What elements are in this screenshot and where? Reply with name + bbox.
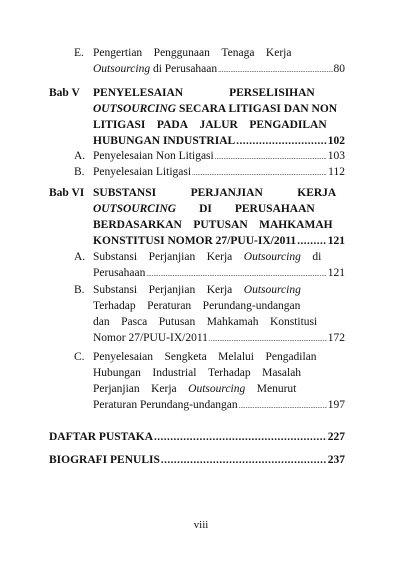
chapter-label: Bab V: [49, 87, 80, 99]
dot-leader: [161, 452, 327, 468]
page-number: 172: [327, 332, 345, 344]
entry-label: B.: [74, 166, 85, 178]
chapter-last-line: HUBUNGAN INDUSTRIAL ..... 102: [93, 133, 345, 149]
entry-label: B.: [74, 284, 85, 296]
entry-label: A.: [74, 251, 86, 263]
entry-line: Perjanjian Kerja Outsourcing Menurut: [93, 383, 297, 395]
chapter-line: LITIGASI PADA JALUR PENGADILAN: [93, 119, 327, 131]
entry-label: C.: [74, 351, 85, 363]
chapter-line: PENYELESAIAN PERSELISIHAN: [93, 87, 315, 99]
page-number: 112: [328, 166, 345, 178]
chapter-last-line: DAFTAR PUSTAKA ..... 227: [49, 429, 345, 445]
dot-leader: [297, 233, 327, 249]
page-number: 227: [327, 431, 345, 443]
chapter-last-line: KONSTITUSI NOMOR 27/PUU-IX/2011 ..... 121: [93, 233, 345, 249]
entry-line: Penyelesaian Sengketa Melalui Pengadilan: [93, 351, 317, 363]
entry-line: Substansi Perjanjian Kerja Outsourcing di: [93, 251, 322, 263]
chapter-label: Bab VI: [49, 187, 85, 199]
entry-label: A.: [74, 150, 86, 162]
dot-leader: [209, 330, 327, 347]
entry-label: E.: [74, 47, 84, 59]
dot-leader: [218, 61, 332, 78]
page-number: 197: [327, 399, 345, 411]
chapter-line: BERDASARKAN PUTUSAN MAHKAMAH: [93, 219, 333, 231]
page-number: 121: [327, 267, 345, 279]
page-number: 121: [327, 235, 345, 247]
entry-line: Hubungan Industrial Terhadap Masalah: [93, 367, 302, 379]
page-number: 103: [327, 150, 345, 162]
entry-last-line: Nomor 27/PUU-IX/2011 ..... 172: [93, 330, 345, 347]
dot-leader: [215, 148, 327, 165]
page-footer-number: viii: [193, 519, 209, 531]
dot-leader: [239, 397, 327, 414]
entry-line: dan Pasca Putusan Mahkamah Konstitusi: [93, 316, 318, 328]
page-number: 237: [327, 454, 345, 466]
dot-leader: [146, 265, 326, 282]
entry-last-line: Penyelesaian Litigasi ..... 112: [93, 164, 345, 181]
chapter-line: OUTSOURCING DI PERUSAHAAN: [93, 203, 315, 215]
page-number: 102: [327, 135, 345, 147]
entry-line: Terhadap Peraturan Perundang-undangan: [93, 300, 301, 312]
dot-leader: [236, 133, 327, 149]
entry-last-line: Peraturan Perundang-undangan ..... 197: [93, 397, 345, 414]
page-number: 80: [333, 63, 345, 75]
chapter-line: OUTSOURCING SECARA LITIGASI DAN NON: [93, 103, 338, 115]
entry-line: Substansi Perjanjian Kerja Outsourcing: [93, 284, 301, 296]
dot-leader: [154, 429, 327, 445]
entry-last-line: Perusahaan ..... 121: [93, 265, 345, 282]
chapter-last-line: BIOGRAFI PENULIS ..... 237: [49, 452, 345, 468]
entry-line: Pengertian Penggunaan Tenaga Kerja: [93, 47, 292, 59]
entry-last-line: Outsourcing di Perusahaan ..... 80: [93, 61, 345, 78]
entry-last-line: Penyelesaian Non Litigasi ..... 103: [93, 148, 345, 165]
dot-leader: [192, 164, 327, 181]
chapter-line: SUBSTANSI PERJANJIAN KERJA: [93, 187, 337, 199]
